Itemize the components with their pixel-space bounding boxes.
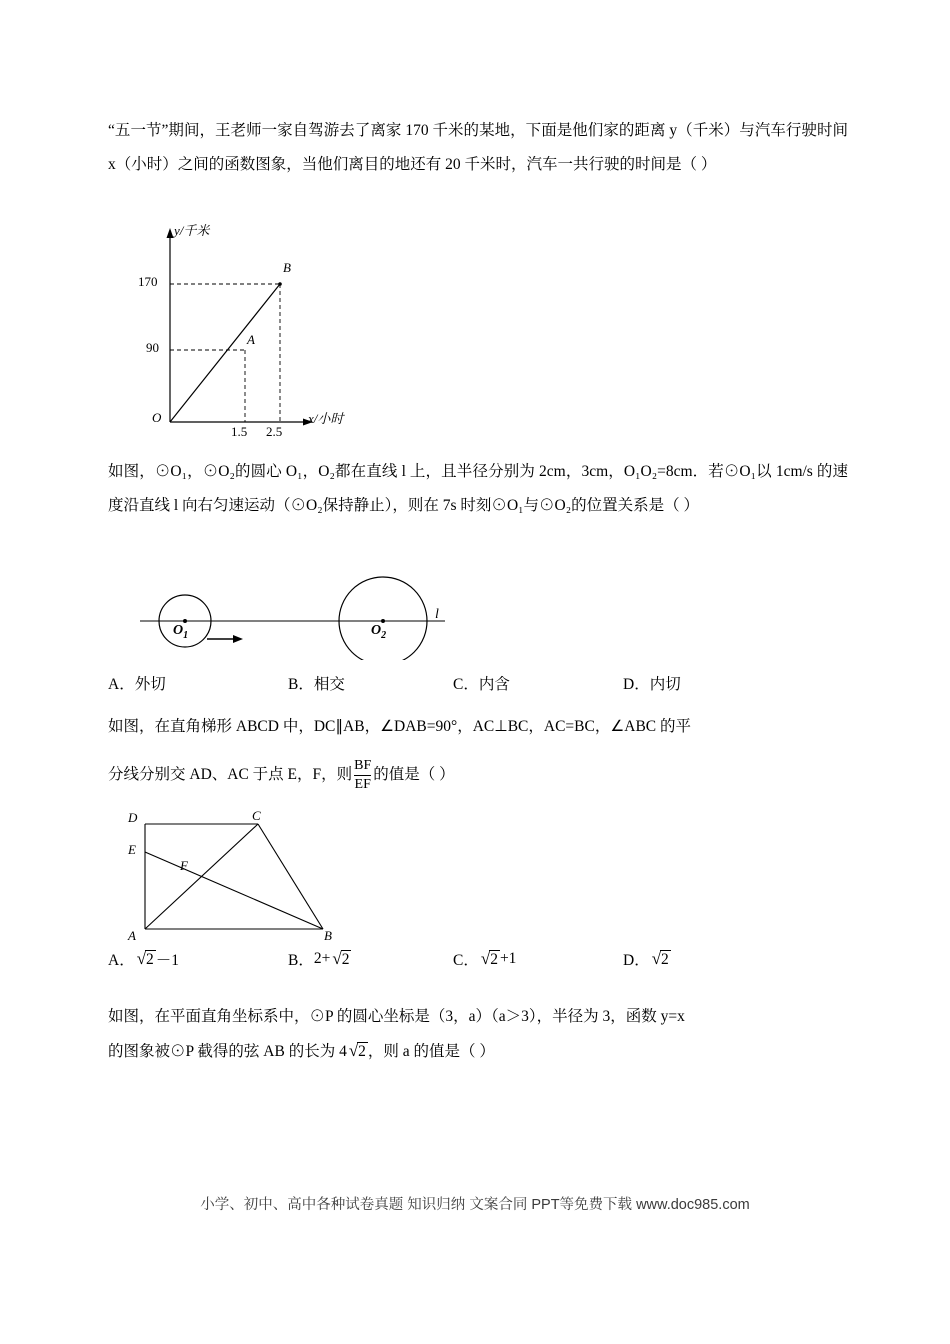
question-11-options bbox=[108, 948, 848, 970]
figure-11-svg bbox=[118, 812, 368, 947]
question-11-text-line1: 如图，在直角梯形 ABCD 中，DC∥AB，∠DAB=90°，AC⊥BC，AC=BC，∠ABC 的平 bbox=[108, 718, 691, 735]
option-b-sqrt-q11: √2 bbox=[332, 949, 350, 968]
question-10-options bbox=[108, 672, 848, 694]
figure-9-xtick-1-5: 1.5 bbox=[231, 424, 248, 439]
figure-question-10 bbox=[135, 565, 465, 660]
question-12-text-line1: 如图，在平面直角坐标系中，⊙P 的圆心坐标是（3，a）（a＞3），半径为 3，函数 y=x bbox=[108, 1008, 685, 1025]
figure-9-ytick-90: 90 bbox=[146, 340, 159, 355]
figure-10-svg bbox=[135, 565, 465, 660]
question-11-text-pre: 分线分别交 AD、AC 于点 E，F，则 bbox=[108, 766, 353, 783]
fraction-numerator: BF bbox=[354, 757, 372, 773]
option-a-letter-q10: A． bbox=[108, 676, 135, 693]
option-c-suffix-q11: +1 bbox=[499, 950, 517, 967]
figure-11-label-c: C bbox=[252, 808, 261, 823]
option-d-letter-q11: D． bbox=[623, 952, 650, 969]
option-a-text-q10: 外切 bbox=[134, 676, 166, 693]
question-12-sqrt: √2 bbox=[348, 1041, 366, 1060]
option-c-sqrt-q11: √2 bbox=[480, 949, 498, 968]
question-12 bbox=[108, 1000, 848, 1069]
option-b-text-q10: 相交 bbox=[313, 676, 345, 693]
option-b-letter-q10: B． bbox=[288, 676, 314, 693]
option-b-prefix-q11: 2+ bbox=[313, 950, 331, 967]
option-a-letter-q11: A． bbox=[108, 952, 135, 969]
figure-10-circle2-label: $O_2$ bbox=[371, 623, 387, 641]
figure-11-label-a: A bbox=[128, 928, 136, 943]
figure-9-y-label: y/千米 bbox=[174, 223, 210, 238]
figure-question-11 bbox=[118, 808, 368, 947]
option-b-q10[interactable] bbox=[288, 672, 453, 694]
option-a-suffix-q11: －1 bbox=[155, 952, 180, 969]
option-d-text-q10: 内切 bbox=[649, 676, 681, 693]
question-12-text-line2 bbox=[108, 1034, 848, 1069]
option-b-letter-q11: B． bbox=[288, 952, 314, 969]
question-9 bbox=[108, 114, 848, 182]
figure-9-xtick-2-5: 2.5 bbox=[266, 424, 283, 439]
option-d-letter-q10: D． bbox=[623, 676, 650, 693]
option-d-q11[interactable] bbox=[623, 948, 671, 970]
option-d-sqrt-q11: √2 bbox=[651, 949, 669, 968]
figure-9-svg bbox=[140, 222, 390, 437]
question-12-text-pre: 的图象被⊙P 截得的弦 AB 的长为 4 bbox=[108, 1043, 347, 1060]
option-c-q11[interactable] bbox=[453, 948, 623, 970]
option-a-sqrt-q11: √2 bbox=[136, 949, 154, 968]
figure-question-9 bbox=[140, 222, 390, 437]
figure-9-ytick-170: 170 bbox=[138, 274, 158, 289]
question-11 bbox=[108, 710, 848, 798]
question-11-text-line2 bbox=[108, 752, 848, 798]
option-a-q11[interactable] bbox=[108, 948, 288, 970]
figure-9-origin-label: O bbox=[152, 410, 162, 425]
fraction-bf-ef bbox=[354, 758, 371, 793]
figure-11-label-f: F bbox=[180, 858, 188, 873]
option-a-q10[interactable] bbox=[108, 672, 288, 694]
figure-9-x-label: x/小时 bbox=[308, 411, 344, 426]
fraction-denominator: EF bbox=[354, 776, 371, 792]
option-b-q11[interactable] bbox=[288, 948, 453, 970]
figure-10-circle1-label: $O_1$ bbox=[173, 623, 189, 641]
option-c-text-q10: 内含 bbox=[478, 676, 510, 693]
option-c-letter-q10: C． bbox=[453, 676, 479, 693]
figure-9-point-b-label: B bbox=[283, 260, 291, 275]
figure-11-label-d: D bbox=[128, 810, 138, 825]
figure-11-label-e: E bbox=[128, 842, 136, 857]
option-c-letter-q11: C． bbox=[453, 952, 479, 969]
page-footer: 小学、初中、高中各种试卷真题 知识归纳 文案合同 PPT等免费下载 www.doc985.com bbox=[200, 1197, 750, 1213]
figure-10-line-label: l bbox=[435, 607, 439, 622]
option-c-q10[interactable] bbox=[453, 672, 623, 694]
option-d-q10[interactable] bbox=[623, 672, 681, 694]
figure-9-point-a-label: A bbox=[247, 332, 255, 347]
question-10 bbox=[108, 455, 848, 523]
question-9-text: “五一节”期间，王老师一家自驾游去了离家 170 千米的某地，下面是他们家的距离 y（千米）与汽车行驶时间 x（小时）之间的函数图象，当他们离目的地还有 20 千米时，汽车一共行驶的时间是（ ） bbox=[108, 122, 848, 173]
question-11-text-post: 的值是（ ） bbox=[373, 766, 455, 783]
question-10-text: 如图，⊙O₁，⊙O₂的圆心 O₁，O₂都在直线 l 上，且半径分别为 2cm，3cm，O₁O₂=8cm．若⊙O₁以 1cm/s 的速度沿直线 l 向右匀速运动（⊙O₂保持静止），则在 7s 时刻⊙O₁与⊙O₂的位置关系是（ ） bbox=[108, 463, 848, 514]
figure-11-label-b: B bbox=[324, 928, 332, 943]
question-12-text-post: ，则 a 的值是（ ） bbox=[367, 1043, 495, 1060]
